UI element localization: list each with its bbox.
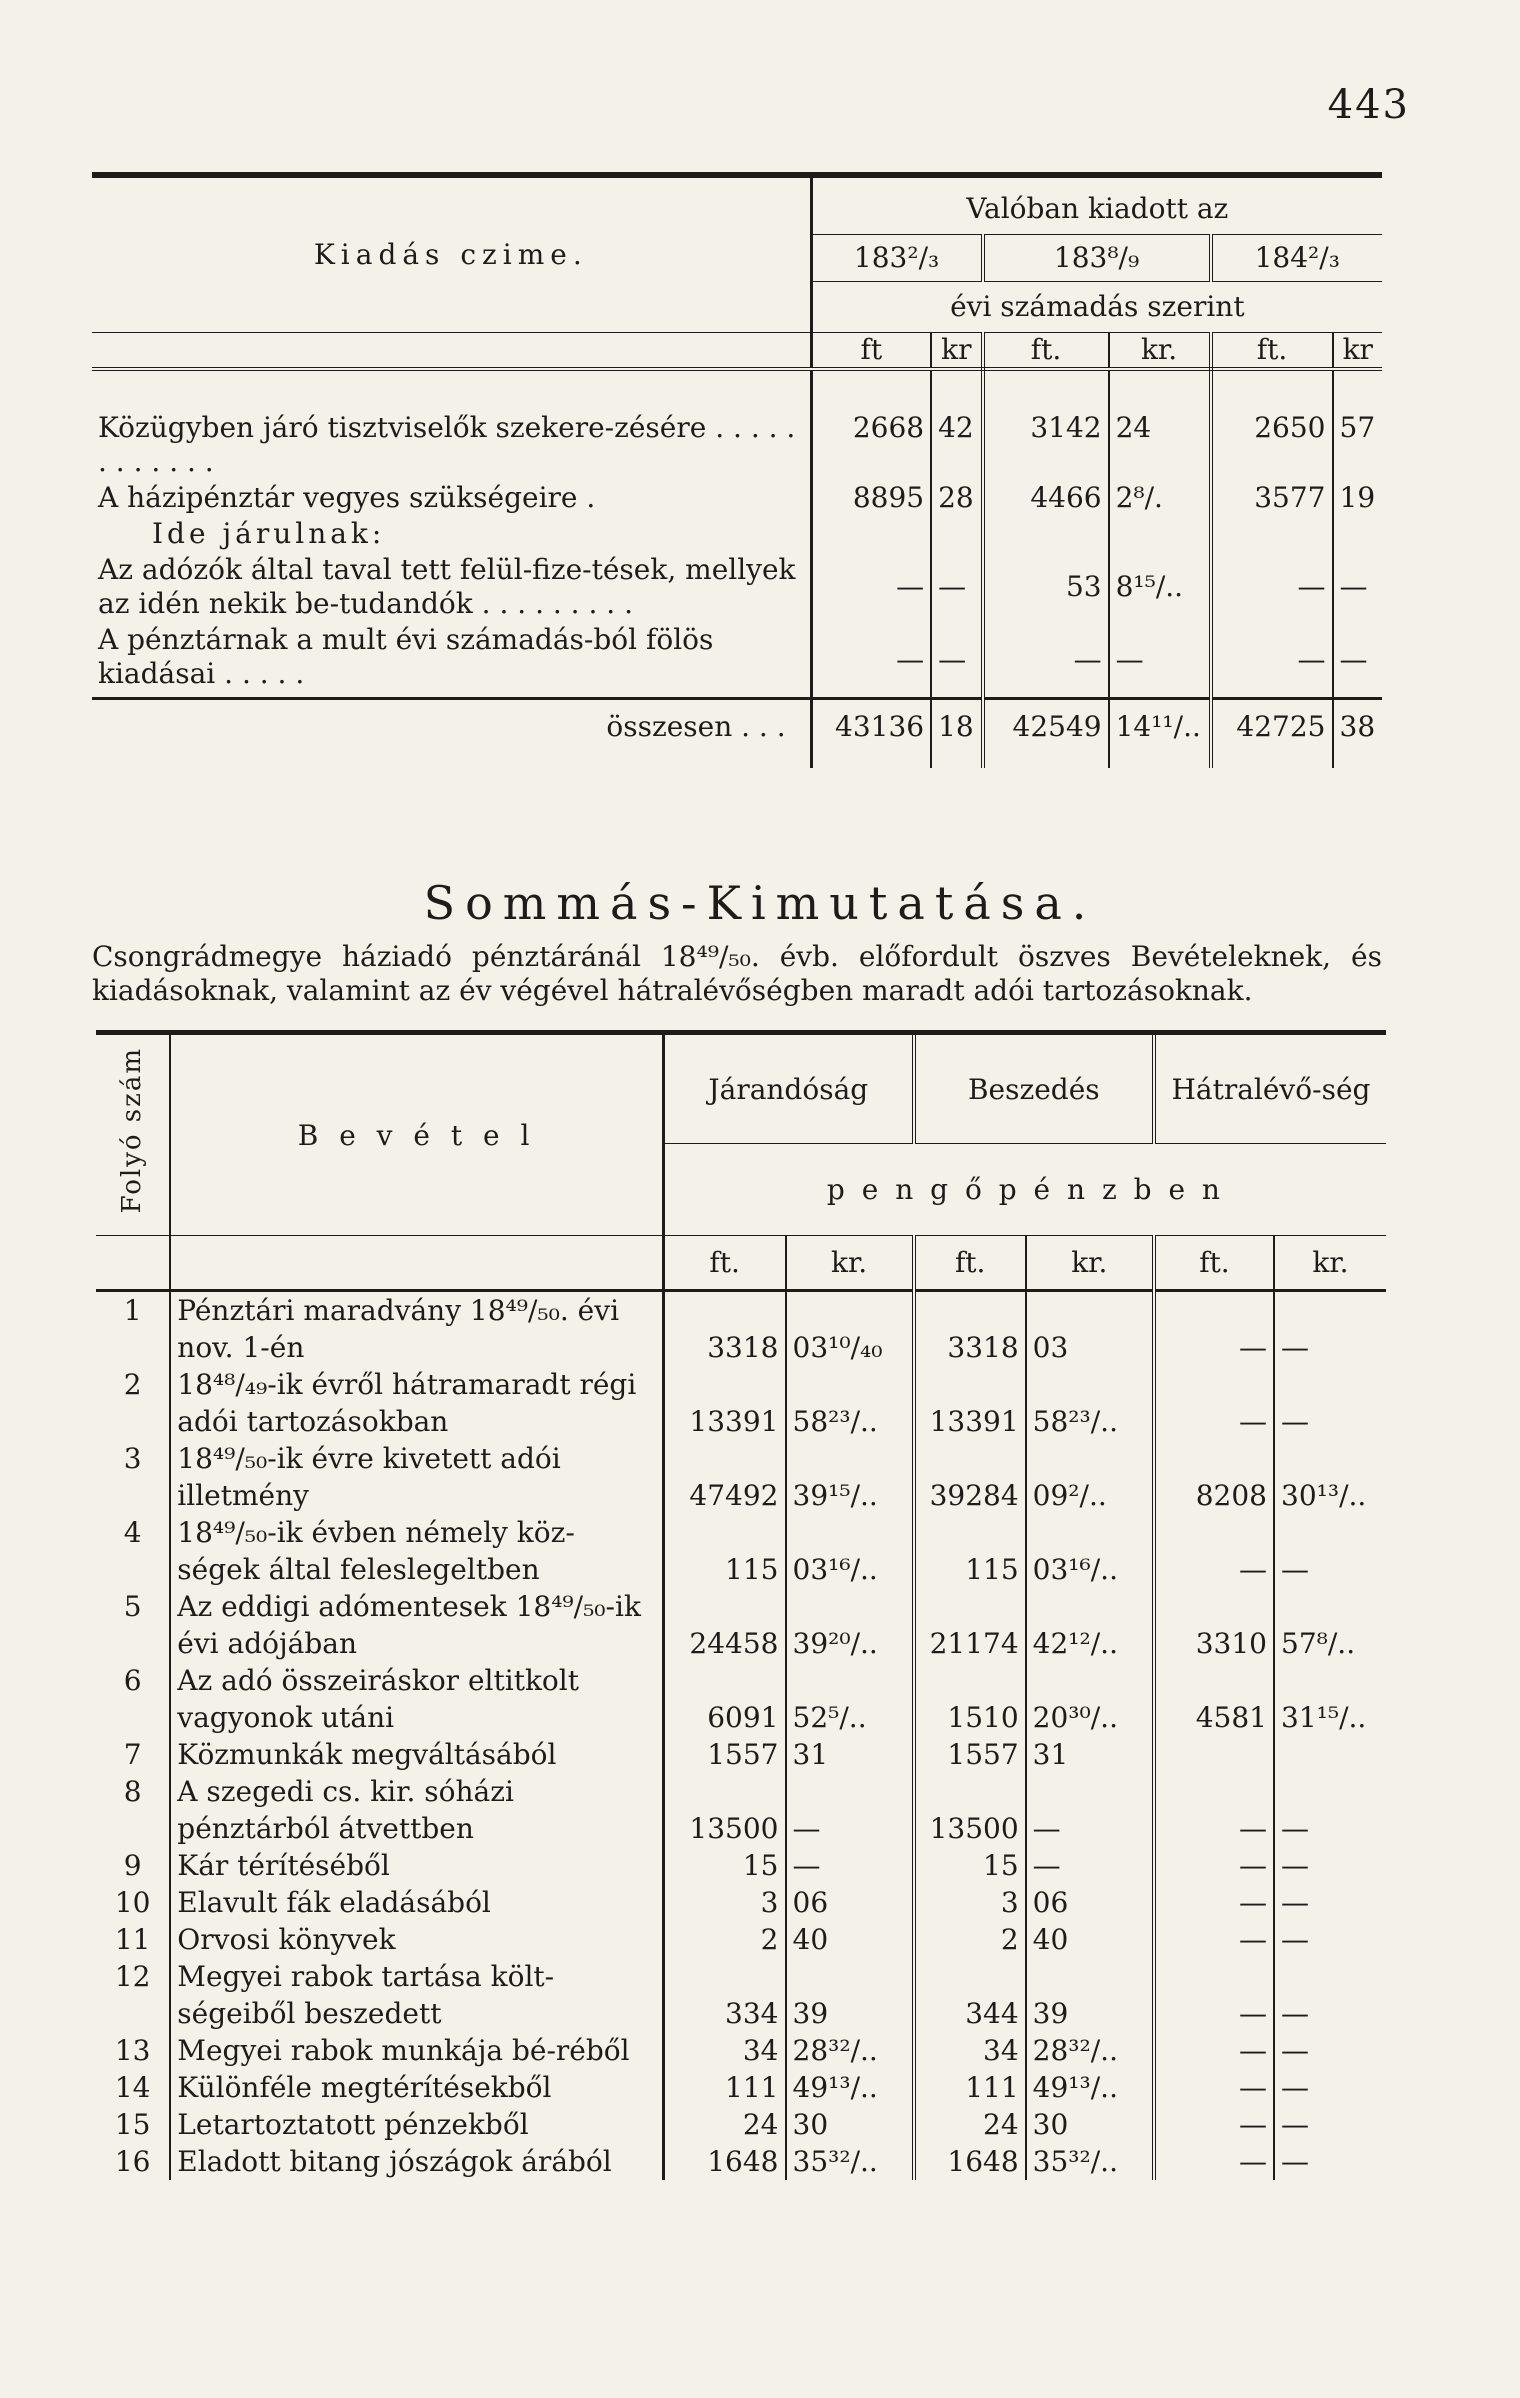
row-value: — [1281,2034,1309,2067]
row-value: — [1154,2106,1274,2143]
table-row [96,1662,1386,1736]
row-value: — [1154,2032,1274,2069]
row-value: 28³²/.. [1026,2032,1154,2069]
row-value: — [1154,2069,1274,2106]
row-label: Közmunkák megváltásából [170,1736,663,1773]
row-number: 13 [96,2032,170,2069]
table-row [96,1884,1386,1921]
row-value: 115 [914,1514,1026,1588]
row-label: Pénztári maradvány 18⁴⁹/₅₀. évi nov. 1-én [170,1291,663,1367]
unit-kr: kr [1333,333,1383,370]
actually-spent-header: Valóban kiadott az [811,175,1382,235]
row-number: 1 [96,1291,170,1367]
table-row: A házipénztár vegyes szükségeire . 8895 28 4466 2⁸/. 3577 19 [92,479,1382,515]
row-value: 39²⁰/.. [786,1588,914,1662]
row-label: Különféle megtérítésekből [170,2069,663,2106]
row-value: 21174 [914,1588,1026,1662]
unit-ft: ft. [1154,1236,1274,1291]
row-value: — [786,1847,914,1884]
row-value: 58²³/.. [1026,1366,1154,1440]
row-value: 115 [663,1514,785,1588]
row-value: 35³²/.. [1026,2143,1154,2180]
unit-ft: ft. [1211,333,1333,370]
row-value: 35³²/.. [786,2143,914,2180]
row-label: Eladott bitang jószágok árából [170,2143,663,2180]
row-label: Az adó összeiráskor eltitkolt vagyonok utáni [170,1662,663,1736]
table-row [96,1514,1386,1588]
row-label: 18⁴⁹/₅₀-ik évre kivetett adói illetmény [170,1440,663,1514]
unit-ft: ft. [914,1236,1026,1291]
row-value: 30 [1026,2106,1154,2143]
row-value: 30 [786,2106,914,2143]
row-label: Az eddigi adómentesek 18⁴⁹/₅₀-ik évi adójában [170,1588,663,1662]
row-value: — [1281,1997,1309,2030]
row-value: 1557 [663,1736,785,1773]
row-value: 42¹²/.. [1026,1588,1154,1662]
expense-table [92,172,1382,768]
row-value: — [1154,1958,1274,2032]
row-value: — [1281,2145,1309,2178]
row-value: 39 [786,1958,914,2032]
row-value: 31¹⁵/.. [1281,1701,1367,1734]
row-label: Kár térítéséből [170,1847,663,1884]
row-value: 34 [914,2032,1026,2069]
according-header: évi számadás szerint [811,282,1382,333]
row-number: 9 [96,1847,170,1884]
row-value: 06 [1026,1884,1154,1921]
row-value: 3310 [1154,1588,1274,1662]
row-value: 1648 [663,2143,785,2180]
row-value: 34 [663,2032,785,2069]
row-value: 13391 [914,1366,1026,1440]
row-value: 40 [786,1921,914,1958]
row-value: — [1281,2108,1309,2141]
row-value: — [1154,1921,1274,1958]
row-value: — [1281,1553,1309,1586]
row-value: 57⁸/.. [1281,1627,1356,1660]
row-value [1274,1736,1386,1773]
row-value: 15 [914,1847,1026,1884]
row-value: — [1281,1886,1309,1919]
row-number: 15 [96,2106,170,2143]
row-value: 111 [663,2069,785,2106]
row-label: A szegedi cs. kir. sóházi pénztárból átvettben [170,1773,663,1847]
row-value: 39284 [914,1440,1026,1514]
row-value: 6091 [663,1662,785,1736]
row-value: 8208 [1154,1440,1274,1514]
row-value: 15 [663,1847,785,1884]
row-value: 31 [786,1736,914,1773]
row-value: 03¹⁰/₄₀ [786,1291,914,1367]
serial-header: Folyó szám [117,1047,148,1214]
row-label: 18⁴⁹/₅₀-ik évben némely köz-ségek által feleslegeltben [170,1514,663,1588]
row-number: 10 [96,1884,170,1921]
row-value: 47492 [663,1440,785,1514]
row-label: Ide járulnak: [92,515,811,551]
year-header-1: 183²/₃ [811,235,982,282]
row-value: — [1154,1884,1274,1921]
row-value: 111 [914,2069,1026,2106]
table-row [96,1773,1386,1847]
row-value: 1557 [914,1736,1026,1773]
page-number: 443 [1327,82,1410,128]
summary-title: Sommás-Kimutatása. [423,876,1097,930]
table-row [96,1958,1386,2032]
currency-header: p e n g ő p é n z b e n [663,1144,1386,1236]
row-value: — [1026,1847,1154,1884]
unit-kr: kr. [1109,333,1211,370]
table-row [96,1736,1386,1773]
row-number: 3 [96,1440,170,1514]
row-number: 14 [96,2069,170,2106]
total-row: összesen . . . 43136 18 42549 14¹¹/.. 42725 38 [92,699,1382,769]
unit-ft: ft. [983,333,1109,370]
row-value: 344 [914,1958,1026,2032]
row-number: 8 [96,1773,170,1847]
row-value: — [1281,1812,1309,1845]
summary-subtitle: Csongrádmegye háziadó pénztáránál 18⁴⁹/₅₀. évb. előfordult öszves Bevételeknek, és kiadásoknak, valamint az év végével hátralévőségben maradt adói tartozásoknak. [92,940,1382,1007]
income-table [96,1030,1386,2180]
table-row: Közügyben járó tisztviselők szekere-zésére . . . . . . . . . . . . 2668 42 3142 24 2650 57 [92,369,1382,479]
row-value: 334 [663,1958,785,2032]
table-row [96,2069,1386,2106]
row-number: 5 [96,1588,170,1662]
row-number: 4 [96,1514,170,1588]
row-value: 03 [1026,1291,1154,1367]
year-header-3: 184²/₃ [1211,235,1382,282]
row-value: — [1281,1331,1309,1364]
table-row [96,2143,1386,2180]
row-value: — [1281,1923,1309,1956]
row-value: 20³⁰/.. [1026,1662,1154,1736]
row-label: Letartoztatott pénzekből [170,2106,663,2143]
row-value: — [1154,1366,1274,1440]
row-value: — [1154,1291,1274,1367]
col-header-collected: Beszedés [914,1033,1154,1144]
row-label: Az adózók által taval tett felül-fize-tések, mellyek az idén nekik be-tudandók . . . . . . . . . [92,551,811,621]
row-value [1154,1736,1274,1773]
row-value: 06 [786,1884,914,1921]
row-value: 4581 [1154,1662,1274,1736]
row-value: 1648 [914,2143,1026,2180]
row-value: 3 [914,1884,1026,1921]
row-value: 2 [914,1921,1026,1958]
row-value: 49¹³/.. [786,2069,914,2106]
row-value: 52⁵/.. [786,1662,914,1736]
row-value: — [1154,1514,1274,1588]
income-rows [96,1291,1386,2181]
table-row [96,1366,1386,1440]
row-label: 18⁴⁸/₄₉-ik évről hátramaradt régi adói tartozásokban [170,1366,663,1440]
row-value: 49¹³/.. [1026,2069,1154,2106]
row-value: 03¹⁶/.. [786,1514,914,1588]
row-number: 11 [96,1921,170,1958]
row-value: 28³²/.. [786,2032,914,2069]
row-value: — [1281,1849,1309,1882]
table-row: Az adózók által taval tett felül-fize-tések, mellyek az idén nekik be-tudandók . . . . . . . . . — — 53 8¹⁵/.. — — [92,551,1382,621]
row-value: 2 [663,1921,785,1958]
row-value: 3 [663,1884,785,1921]
table-row [96,1440,1386,1514]
expense-label-header: Kiadás czime. [92,175,811,333]
row-value: — [1026,1773,1154,1847]
row-value: 24458 [663,1588,785,1662]
unit-kr: kr. [786,1236,914,1291]
row-value: 24 [663,2106,785,2143]
row-value: 24 [914,2106,1026,2143]
row-label: Elavult fák eladásából [170,1884,663,1921]
row-value: — [1281,2071,1309,2104]
row-value: 13500 [914,1773,1026,1847]
unit-ft: ft. [663,1236,785,1291]
col-header-arrears: Hátralévő-ség [1154,1033,1386,1144]
total-label: összesen . . . [92,699,811,769]
col-header-due: Járandóság [663,1033,913,1144]
row-value: 58²³/.. [786,1366,914,1440]
row-value: 3318 [914,1291,1026,1367]
row-label: Orvosi könyvek [170,1921,663,1958]
row-value: — [1281,1405,1309,1438]
row-value: 39 [1026,1958,1154,2032]
row-label: A pénztárnak a mult évi számadás-ból fölös kiadásai . . . . . [92,621,811,699]
row-value: — [1154,1847,1274,1884]
row-label: A házipénztár vegyes szükségeire . [92,479,811,515]
table-row [96,2106,1386,2143]
unit-kr: kr [931,333,982,370]
row-value: 3318 [663,1291,785,1367]
unit-kr: kr. [1026,1236,1154,1291]
unit-kr: kr. [1274,1236,1386,1291]
table-row [96,1588,1386,1662]
row-value: — [786,1773,914,1847]
unit-ft: ft [811,333,931,370]
table-row [92,515,1382,551]
year-header-2: 183⁸/₉ [983,235,1211,282]
income-label-header: B e v é t e l [170,1033,663,1236]
row-value: — [1154,1773,1274,1847]
row-value: — [1154,2143,1274,2180]
row-value: 40 [1026,1921,1154,1958]
table-row [96,1291,1386,1367]
row-number: 12 [96,1958,170,2032]
row-label: Megyei rabok tartása költ-ségeiből beszedett [170,1958,663,2032]
table-row [96,1921,1386,1958]
row-value: 31 [1026,1736,1154,1773]
row-number: 2 [96,1366,170,1440]
row-value: 1510 [914,1662,1026,1736]
row-label: Megyei rabok munkája bé-réből [170,2032,663,2069]
row-value: 03¹⁶/.. [1026,1514,1154,1588]
table-row: A pénztárnak a mult évi számadás-ból fölös kiadásai . . . . . — — — — — — [92,621,1382,699]
row-value: 09²/.. [1026,1440,1154,1514]
row-number: 6 [96,1662,170,1736]
row-number: 16 [96,2143,170,2180]
table-row [96,1847,1386,1884]
row-number: 7 [96,1736,170,1773]
row-value: 13391 [663,1366,785,1440]
row-label: Közügyben járó tisztviselők szekere-zésére . . . . . . . . . . . . [92,369,811,479]
row-value: 30¹³/.. [1281,1479,1367,1512]
table-row [96,2032,1386,2069]
row-value: 13500 [663,1773,785,1847]
row-value: 39¹⁵/.. [786,1440,914,1514]
